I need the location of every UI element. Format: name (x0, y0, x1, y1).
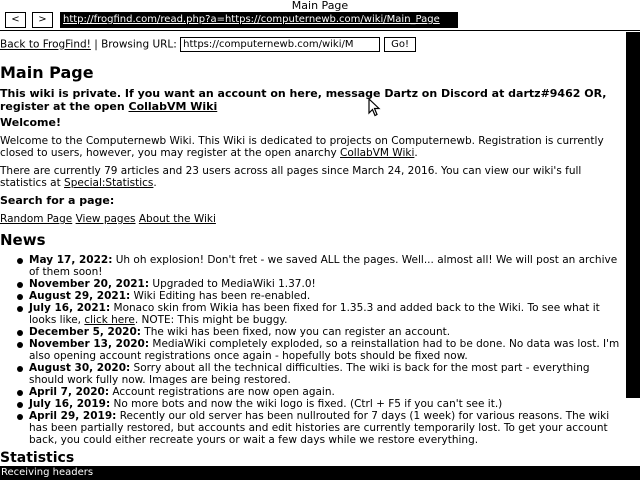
news-item (0, 290, 620, 302)
news-text: Sorry about all the technical difficulties. The wiki is back for the most part - everything should work fully now. Images are being restored. (29, 362, 590, 386)
news-text: No more bots and now the wiki logo is fixed. (Ctrl + F5 if you can't see it.) (110, 398, 503, 410)
statistics-heading: Statistics (0, 450, 75, 466)
browsing-url-label: | Browsing URL: (90, 38, 181, 51)
browsing-url-input[interactable]: https://computernewb.com/wiki/M (180, 37, 380, 52)
news-date: May 17, 2022: (29, 254, 113, 266)
news-text: The wiki has been fixed, now you can register an account. (140, 326, 451, 338)
news-text: Wiki Editing has been re-enabled. (130, 290, 311, 302)
news-text: Recently our old server has been nullrouted for 7 days (1 week) for various reasons. The wiki has been partially restored, but accounts and edit histories are currently temporarily lost. To get your account back, you could either recreate yours or wait a few days while we restore everything. (29, 410, 610, 446)
page-title: Main Page (0, 63, 94, 82)
news-item (0, 278, 620, 290)
news-date: August 29, 2021: (29, 290, 131, 302)
news-date: November 20, 2021: (29, 278, 150, 290)
news-date: December 5, 2020: (29, 326, 141, 338)
back-button[interactable]: < (5, 12, 26, 28)
window-title: Main Page (291, 0, 349, 12)
news-text-end: . NOTE: This might be buggy. (134, 314, 288, 326)
forward-button[interactable]: > (32, 12, 53, 28)
mouse-pointer-icon (368, 98, 382, 118)
click-here-link[interactable]: click here (84, 314, 135, 326)
news-date: April 7, 2020: (29, 386, 110, 398)
news-text: MediaWiki completely exploded, so a reinstallation had to be done. No data was lost. I'm also opening account registrations once again - hopefully bots should be fixed now. (29, 338, 620, 362)
stats-text-end: . (153, 177, 157, 189)
news-item (0, 386, 620, 398)
stats-paragraph (0, 165, 620, 189)
welcome-text-end: . (414, 147, 418, 159)
address-bar[interactable] (60, 12, 458, 28)
news-text: Uh oh explosion! Don't fret - we saved ALL the pages. Well... almost all! We will post an archive of them soon! (29, 254, 618, 278)
news-item (0, 362, 620, 386)
welcome-text: Welcome to the Computernewb Wiki. This Wiki is dedicated to projects on Computernewb. Registration is currently closed to users, however, you may register at the open anarchy (0, 135, 604, 159)
go-button[interactable]: Go! (384, 37, 416, 52)
search-heading: Search for a page: (0, 194, 115, 207)
wiki-nav-links (0, 213, 216, 225)
private-notice-text: This wiki is private. If you want an account on here, message Dartz on Discord at dartz#9462 OR, register at the open (0, 87, 607, 113)
view-pages-link[interactable]: View pages (75, 213, 136, 225)
private-notice (0, 87, 620, 113)
news-date: July 16, 2021: (29, 302, 111, 314)
browser-toolbar (0, 12, 640, 28)
welcome-paragraph (0, 135, 620, 159)
vertical-scrollbar[interactable] (626, 32, 640, 466)
toolbar-divider (0, 30, 640, 31)
welcome-heading: Welcome! (0, 116, 61, 129)
news-text: Account registrations are now open again. (109, 386, 335, 398)
news-text: Upgraded to MediaWiki 1.37.0! (149, 278, 316, 290)
news-item (0, 338, 620, 362)
collabvm-wiki-link-2[interactable]: CollabVM Wiki (340, 147, 415, 159)
random-page-link[interactable]: Random Page (0, 213, 73, 225)
news-date: August 30, 2020: (29, 362, 131, 374)
collabvm-wiki-link[interactable]: CollabVM Wiki (128, 100, 218, 113)
status-bar: Receiving headers (0, 466, 640, 480)
scrollbar-thumb[interactable] (626, 32, 640, 398)
news-list (0, 254, 620, 446)
frogfind-header (0, 37, 416, 52)
stats-text: There are currently 79 articles and 23 users across all pages since March 24, 2016. You can view our wiki's full statistics at (0, 165, 582, 189)
news-date: November 13, 2020: (29, 338, 150, 350)
news-date: July 16, 2019: (29, 398, 111, 410)
back-to-frogfind-link[interactable]: Back to FrogFind! (0, 38, 91, 51)
about-wiki-link[interactable]: About the Wiki (138, 213, 216, 225)
news-item (0, 254, 620, 278)
news-item (0, 398, 620, 410)
news-text: Monaco skin from Wikia has been fixed for 1.35.3 and added back to the Wiki. To see what it looks like, (29, 302, 600, 326)
address-bar-text: http://frogfind.com/read.php?a=https://computernewb.com/wiki/Main_Page (63, 14, 440, 25)
news-date: April 29, 2019: (29, 410, 117, 422)
news-item (0, 410, 620, 446)
news-item (0, 302, 620, 326)
special-statistics-link[interactable]: Special:Statistics (64, 177, 154, 189)
news-item (0, 326, 620, 338)
page-content (0, 32, 624, 466)
news-heading: News (0, 231, 46, 249)
